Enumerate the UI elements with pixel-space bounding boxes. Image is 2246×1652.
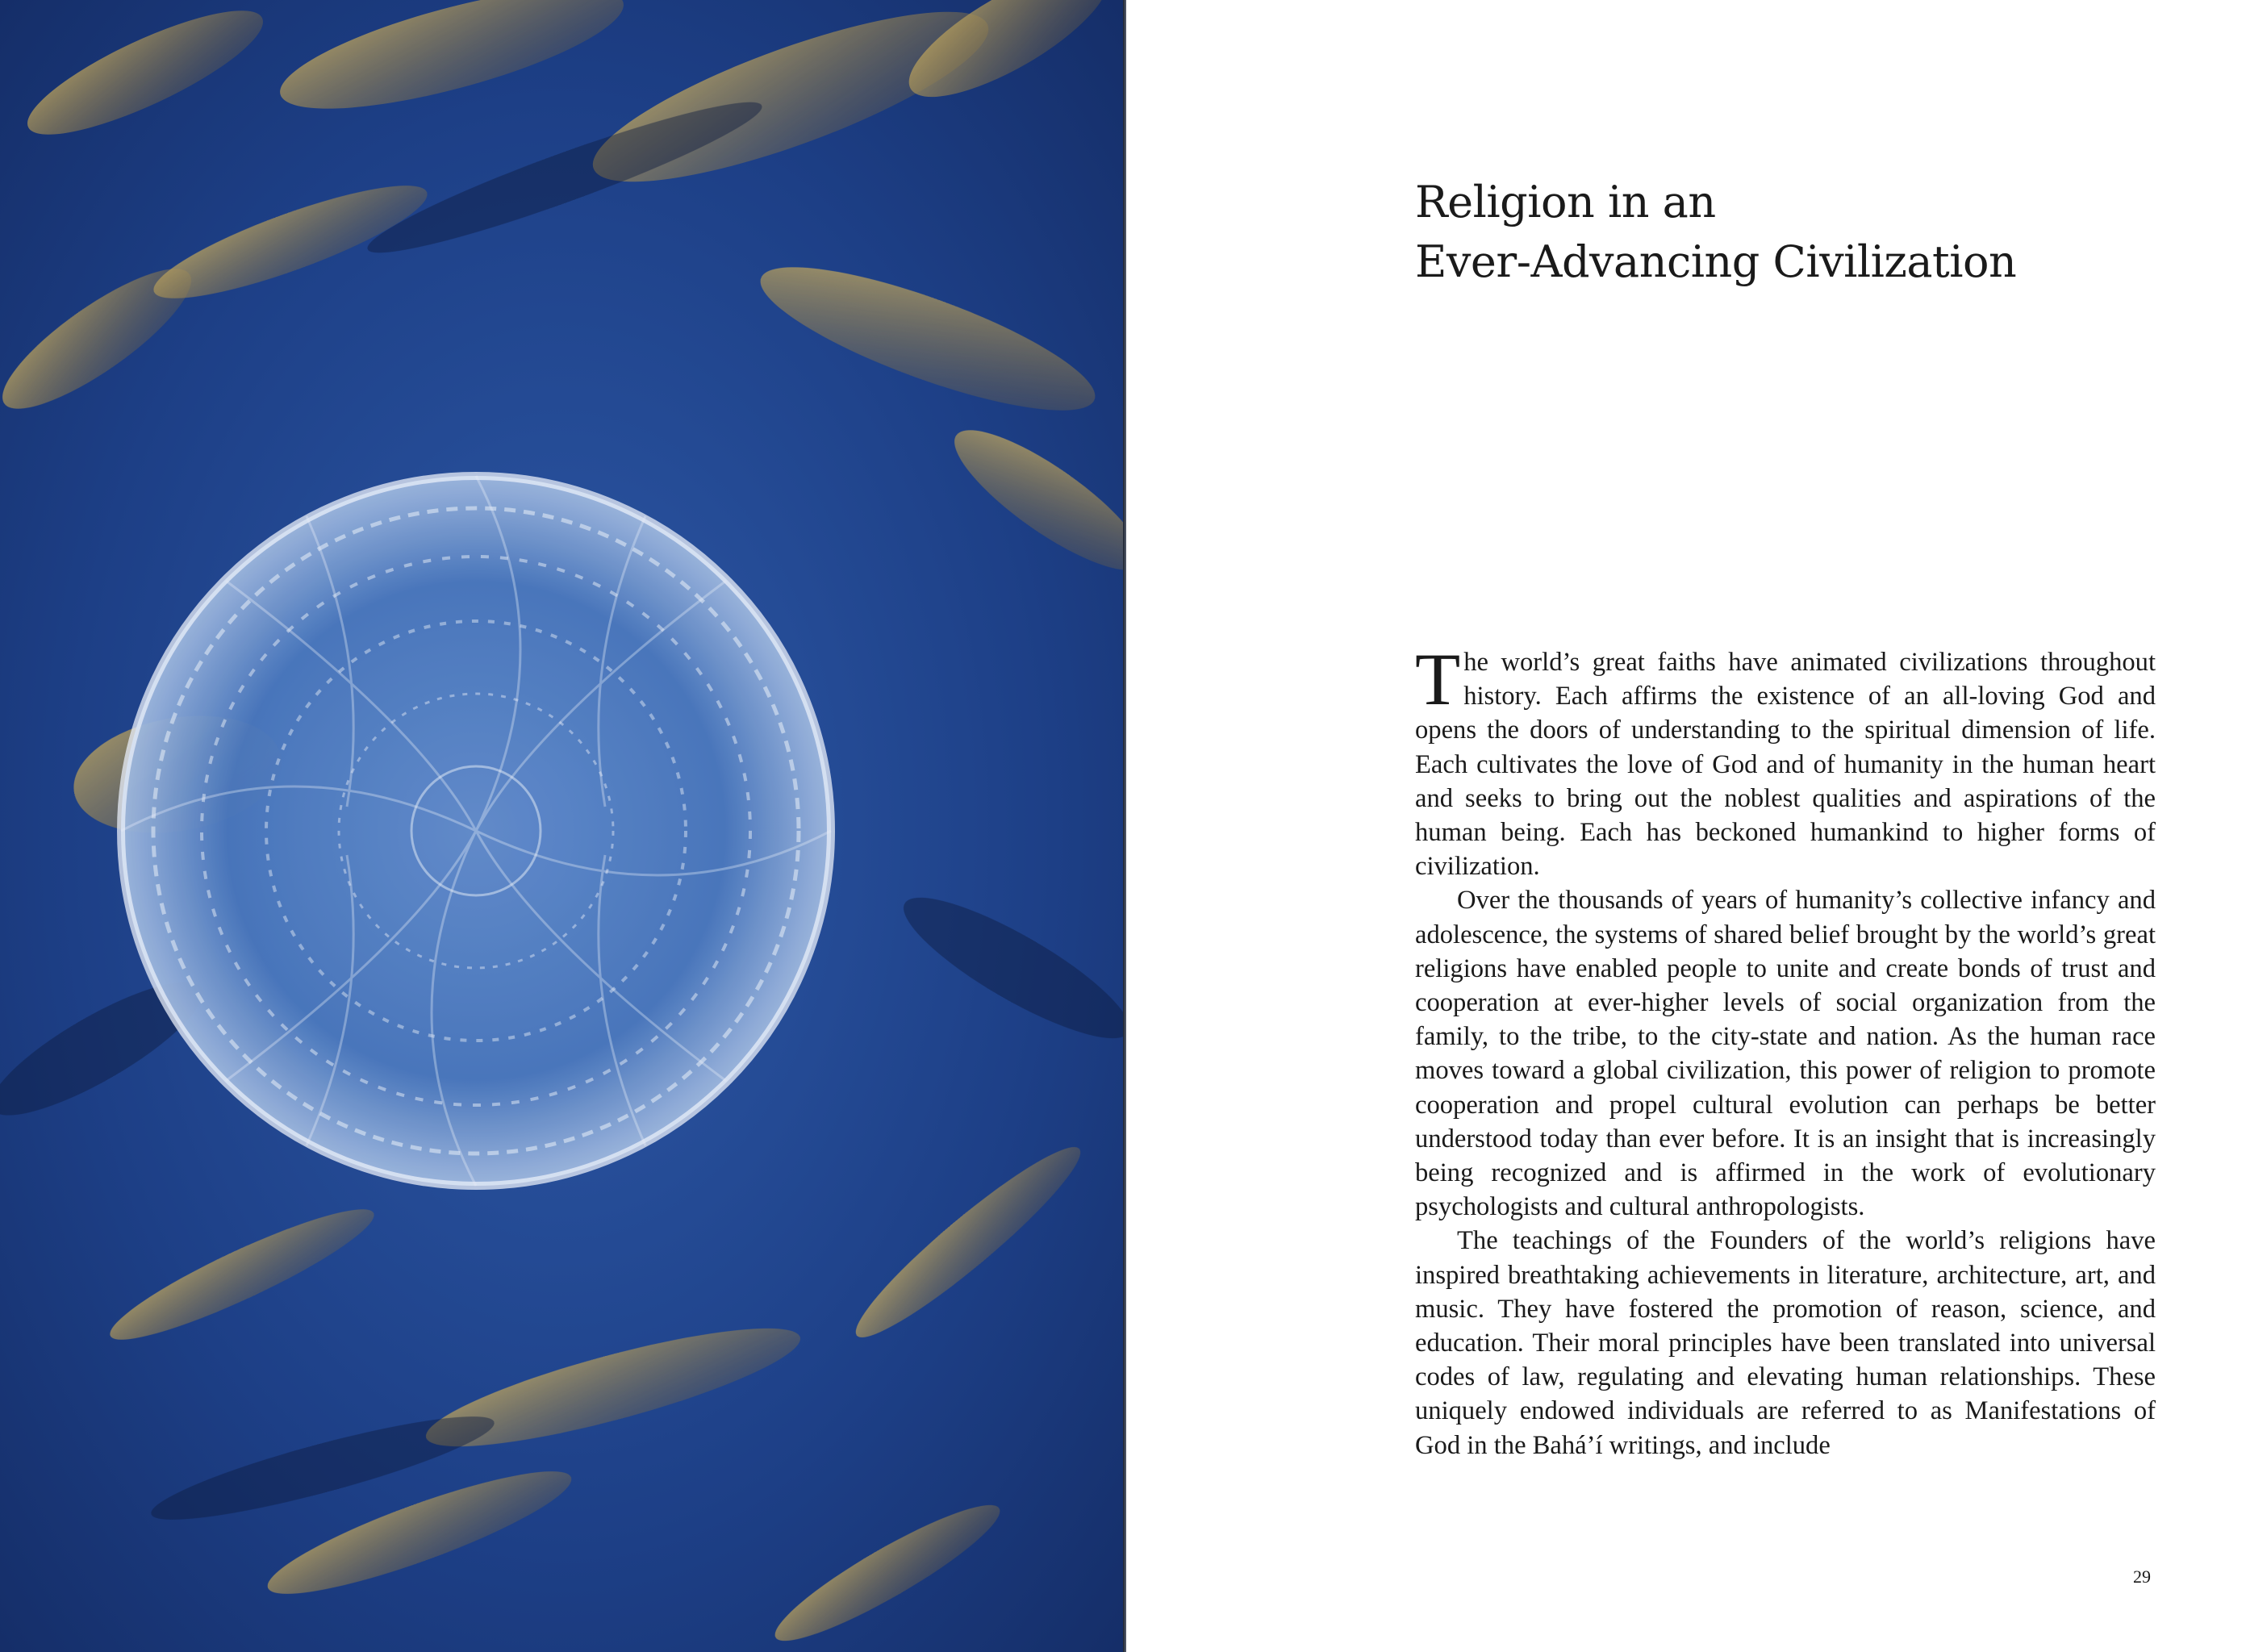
chapter-title-line-1: Religion in an <box>1415 177 1716 227</box>
chapter-title-line-2: Ever-Advancing Civilization <box>1415 236 2017 287</box>
paragraph-1 <box>1415 638 2156 883</box>
chapter-title <box>1415 173 2141 292</box>
body-text <box>1415 638 2156 1462</box>
text-page <box>1126 0 2246 1652</box>
page-number: 29 <box>2133 1566 2151 1587</box>
paragraph-3: The teachings of the Founders of the world’s religions have inspired breathtaking achievements in literature, architecture, art, and music. They have fostered the promotion of reason, science, and education. Their moral principles have been translated into universal codes of law, regulating and elevating human relationships. These uniquely endowed individuals are referred to as Manifestations of God in the Bahá’í writings, and include <box>1415 1226 2156 1460</box>
paragraph-2: Over the thousands of years of humanity’s collective infancy and adolescence, the systems of shared belief brought by the world’s great religions have enabled people to unite and create bonds of trust and cooperation at ever-higher levels of social organization from the family, to the tribe, to the city-state and nation. As the human race moves toward a global civilization, this power of religion to promote cooperation and propel cultural evolution can perhaps be better understood today than ever before. It is an insight that is increasingly being recognized and is affirmed in the work of evolutionary psychologists and cultural anthropologists. <box>1415 886 2156 1222</box>
drop-cap: T <box>1415 638 1461 720</box>
orb-shape <box>121 476 831 1186</box>
paragraph-1-text: he world’s great faiths have animated civilizations throughout history. Each affirms the existence of an all-loving God and opens the doors of understanding to the spiritual dimension of life. Each cultivates the love of God and of humanity in the human heart and seeks to bring out the noblest qualities and aspirations of the human being. Each has beckoned humankind to higher forms of civilization. <box>1415 648 2156 882</box>
